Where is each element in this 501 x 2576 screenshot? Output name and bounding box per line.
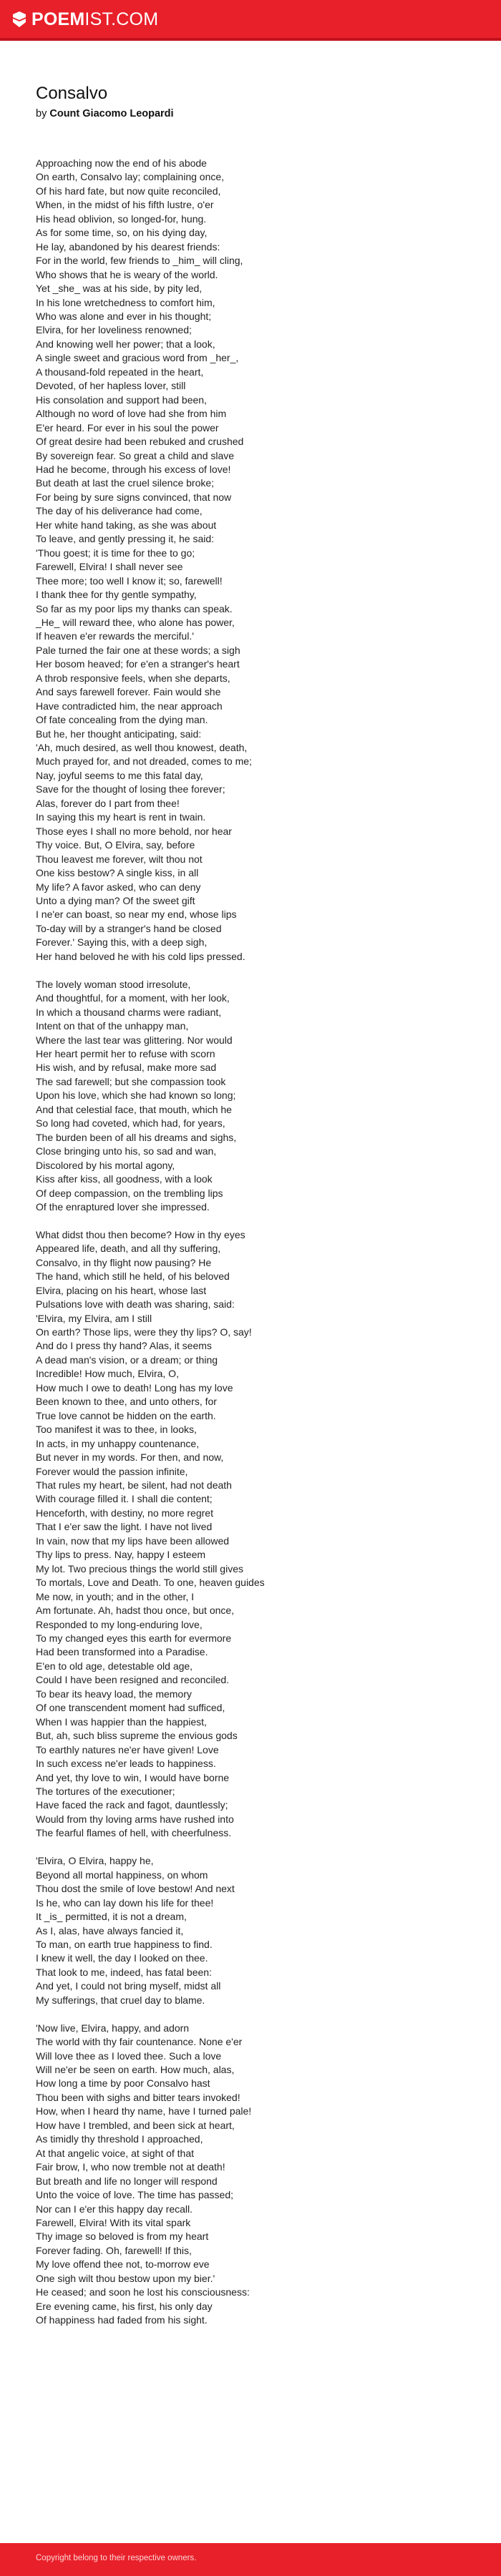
poem-line: Thou leavest me forever, wilt thou not: [36, 853, 203, 865]
poem-line: Forever fading. Oh, farewell! If this,: [36, 2244, 192, 2256]
poem-line: His wish, and by refusal, make more sad: [36, 1062, 217, 1074]
poem-line: My sufferings, that cruel day to blame.: [36, 1994, 205, 2006]
poem-line: Have faced the rack and fagot, dauntlessly;: [36, 1799, 228, 1811]
poem-line: Her white hand taking, as she was about: [36, 519, 217, 531]
poem-line: Of fate concealing from the dying man.: [36, 714, 208, 726]
poem-line: I ne'er can boast, so near my end, whose lips: [36, 909, 237, 921]
poem-line: Responded to my long-enduring love,: [36, 1618, 203, 1630]
poem-line: Had he become, through his excess of love!: [36, 463, 231, 475]
poem-line: To leave, and gently pressing it, he said:: [36, 533, 215, 545]
poem-line: I thank thee for thy gentle sympathy,: [36, 589, 197, 601]
poem-line: But, ah, such bliss supreme the envious gods: [36, 1730, 238, 1742]
poem-line: Forever.' Saying this, with a deep sigh,: [36, 936, 208, 949]
poemist-logo-icon: [10, 10, 29, 29]
poem-line: Of deep compassion, on the trembling lips: [36, 1187, 223, 1199]
poem-line: How have I trembled, and been sick at heart,: [36, 2119, 235, 2131]
poem-line: The lovely woman stood irresolute,: [36, 978, 191, 990]
poem-line: Incredible! How much, Elvira, O,: [36, 1368, 179, 1380]
stanza-break: [36, 964, 465, 977]
poem-line: Forever would the passion infinite,: [36, 1465, 188, 1477]
poem-line: But never in my words. For then, and now,: [36, 1451, 224, 1464]
poem-line: And that celestial face, that mouth, which he: [36, 1103, 232, 1115]
poem-line: Pale turned the fair one at these words; a sigh: [36, 644, 240, 656]
poem-line: In such excess ne'er leads to happiness.: [36, 1758, 216, 1770]
poem-line: He lay, abandoned by his dearest friends:: [36, 240, 220, 253]
poem-line: To bear its heavy load, the memory: [36, 1688, 192, 1700]
poem-line: My life? A favor asked, who can deny: [36, 881, 201, 893]
by-label: by: [36, 108, 47, 119]
poem-line: One sigh wilt thou bestow upon my bier.': [36, 2272, 215, 2284]
poem-line: 'Ah, much desired, as well thou knowest, death,: [36, 742, 248, 754]
poem-line: Farewell, Elvira! I shall never see: [36, 561, 183, 573]
poem-line: Will love thee as I loved thee. Such a love: [36, 2049, 222, 2062]
poem-line: A throb responsive feels, when she departs,: [36, 672, 230, 684]
poem-line: Of the enraptured lover she impressed.: [36, 1200, 210, 1213]
poem-line: 'Thou goest; it is time for thee to go;: [36, 547, 195, 559]
poem-line: But death at last the cruel silence broke;: [36, 477, 215, 489]
poem-line: A single sweet and gracious word from _her_,: [36, 352, 239, 364]
poem-line: The fearful flames of hell, with cheerfulness.: [36, 1827, 232, 1839]
poem-line: Pulsations love with death was sharing, said:: [36, 1298, 235, 1311]
poem-line: The hand, which still he held, of his beloved: [36, 1270, 230, 1283]
poem-line: Of great desire had been rebuked and crushed: [36, 436, 244, 448]
poem-line: By sovereign fear. So great a child and slave: [36, 449, 235, 461]
poem-line: Who shows that he is weary of the world.: [36, 268, 218, 280]
poem-title: Consalvo: [36, 84, 108, 103]
poem-line: And says farewell forever. Fain would she: [36, 686, 221, 698]
poem-line: Of happiness had faded from his sight.: [36, 2314, 208, 2326]
poem-line: Save for the thought of losing thee forever;: [36, 783, 225, 795]
poem-line: Thou dost the smile of love bestow! And next: [36, 1883, 235, 1895]
poem-line: Farewell, Elvira! With its vital spark: [36, 2217, 191, 2228]
poem-line: Had been transformed into a Paradise.: [36, 1646, 208, 1658]
poem-line: In saying this my heart is rent in twain.: [36, 811, 206, 823]
poem-line: Those eyes I shall no more behold, nor hear: [36, 825, 232, 837]
poem-line: Thee more; too well I know it; so, farewell!: [36, 574, 223, 587]
poem-line: To-day will by a stranger's hand be closed: [36, 922, 222, 934]
poem-line: In acts, in my unhappy countenance,: [36, 1437, 200, 1449]
poem-line: As timidly thy threshold I approached,: [36, 2133, 203, 2145]
poem-line: He ceased; and soon he lost his consciousness:: [36, 2286, 250, 2298]
poem-line: Thy image so beloved is from my heart: [36, 2230, 209, 2243]
poem-byline: [36, 108, 174, 119]
poem-line: In his lone wretchedness to comfort him,: [36, 296, 215, 308]
poem-line: My lot. Two precious things the world still gives: [36, 1562, 243, 1575]
poem-line: Where the last tear was glittering. Nor would: [36, 1034, 233, 1046]
poem-line: Her hand beloved he with his cold lips pressed.: [36, 950, 245, 962]
poem-line: Of his hard fate, but now quite reconciled,: [36, 185, 221, 197]
poem-line: 'Elvira, my Elvira, am I still: [36, 1312, 152, 1324]
poem-line: Elvira, placing on his heart, whose last: [36, 1284, 207, 1296]
poem-line: On earth, Consalvo lay; complaining once,: [36, 171, 225, 183]
poem-line: Thou been with sighs and bitter tears invoked!: [36, 2091, 240, 2103]
poem-line: Alas, forever do I part from thee!: [36, 797, 180, 809]
site-logo-text: POEMIST.COM: [31, 9, 159, 29]
poem-line: Thy lips to press. Nay, happy I esteem: [36, 1549, 206, 1561]
poem-line: So long had coveted, which had, for years,: [36, 1117, 225, 1130]
poem-line: Her heart permit her to refuse with scorn: [36, 1047, 215, 1059]
poem-line: Her bosom heaved; for e'en a stranger's heart: [36, 658, 240, 670]
stanza-break: [36, 2007, 465, 2021]
poem-line: As I, alas, have always fancied it,: [36, 1924, 184, 1936]
poem-line: Upon his love, which she had known so long;: [36, 1089, 236, 1102]
poem-line: For in the world, few friends to _him_ will cling,: [36, 255, 243, 267]
poem-line: The tortures of the executioner;: [36, 1785, 175, 1797]
poem-line: And yet, thy love to win, I would have borne: [36, 1771, 230, 1783]
poem-line: Henceforth, with destiny, no more regret: [36, 1507, 213, 1519]
site-header: [0, 0, 501, 41]
poem-line: Beyond all mortal happiness, on whom: [36, 1869, 208, 1881]
poem-line: So far as my poor lips my thanks can speak.: [36, 602, 233, 614]
poem-line: In vain, now that my lips have been allowed: [36, 1534, 230, 1547]
poem-line: Approaching now the end of his abode: [36, 157, 207, 169]
poem-line: His head oblivion, so longed-for, hung.: [36, 212, 207, 225]
poem-line: And thoughtful, for a moment, with her look,: [36, 992, 230, 1004]
poem-line: True love cannot be hidden on the earth.: [36, 1409, 216, 1421]
poem-line: The sad farewell; but she compassion took: [36, 1075, 226, 1087]
poem-line: For being by sure signs convinced, that now: [36, 491, 232, 503]
poem-line: When, in the midst of his fifth lustre, o'er: [36, 199, 214, 211]
poem-line: Intent on that of the unhappy man,: [36, 1020, 189, 1032]
poem-line: Devoted, of her hapless lover, still: [36, 380, 186, 392]
poem-line: In which a thousand charms were radiant,: [36, 1006, 222, 1018]
poem-line: Fair brow, I, who now tremble not at death!: [36, 2161, 225, 2173]
poem-line: And do I press thy hand? Alas, it seems: [36, 1340, 212, 1352]
poem-line: E'en to old age, detestable old age,: [36, 1660, 193, 1672]
poem-line: What didst thou then become? How in thy eyes: [36, 1228, 245, 1240]
poem-line: Much prayed for, and not dreaded, comes to me;: [36, 755, 252, 768]
poem-line: Discolored by his mortal agony,: [36, 1159, 175, 1171]
poem-line: Although no word of love had she from him: [36, 408, 227, 420]
poem-line: To earthly natures ne'er have given! Love: [36, 1743, 219, 1755]
copyright-notice: Copyright belong to their respective owners.: [36, 2554, 197, 2562]
poem-line: On earth? Those lips, were they thy lips? O, say!: [36, 1326, 252, 1338]
poem-line: As for some time, so, on his dying day,: [36, 227, 208, 239]
poem-line: Nor can I e'er this happy day recall.: [36, 2203, 193, 2215]
poem-line: But breath and life no longer will respond: [36, 2175, 218, 2187]
poem-line: With courage filled it. I shall die content;: [36, 1493, 213, 1505]
poem-line: It _is_ permitted, it is not a dream,: [36, 1911, 187, 1923]
poem-line: To my changed eyes this earth for evermore: [36, 1632, 232, 1644]
poem-line: The world with thy fair countenance. None e'er: [36, 2036, 243, 2048]
poem-line: Would from thy loving arms have rushed into: [36, 1813, 234, 1825]
stanza-break: [36, 1841, 465, 1854]
poem-line: That look to me, indeed, has fatal been:: [36, 1966, 212, 1978]
poem-line: I knew it well, the day I looked on thee.: [36, 1952, 208, 1964]
poem-line: That I e'er saw the light. I have not lived: [36, 1521, 213, 1533]
poem-line: A thousand-fold repeated in the heart,: [36, 366, 204, 378]
poem-line: To mortals, Love and Death. To one, heaven guides: [36, 1577, 265, 1589]
poem-line: My love offend thee not, to-morrow eve: [36, 2258, 210, 2271]
poem-line: Appeared life, death, and all thy suffering,: [36, 1243, 221, 1255]
poem-line: Consalvo, in thy flight now pausing? He: [36, 1256, 212, 1268]
poem-line: And yet, I could not bring myself, midst all: [36, 1980, 221, 1992]
poem-line: How, when I heard thy name, have I turned pale!: [36, 2105, 252, 2117]
poem-line: Been known to thee, and unto others, for: [36, 1396, 217, 1408]
site-logo[interactable]: [10, 9, 158, 29]
poem-line: That rules my heart, be silent, had not death: [36, 1479, 232, 1492]
poem-line: Could I have been resigned and reconciled.: [36, 1674, 230, 1686]
poem-line: Yet _she_ was at his side, by pity led,: [36, 283, 203, 295]
poem-line: Have contradicted him, the near approach: [36, 700, 223, 712]
poem-line: The burden been of all his dreams and sighs,: [36, 1131, 237, 1143]
poem-line: Thy voice. But, O Elvira, say, before: [36, 839, 195, 851]
poem-line: Too manifest it was to thee, in looks,: [36, 1424, 197, 1436]
poem-line: And knowing well her power; that a look,: [36, 338, 215, 350]
poem-line: Of one transcendent moment had sufficed,: [36, 1702, 225, 1714]
poem-line: E'er heard. For ever in his soul the power: [36, 421, 219, 434]
poem-line: Elvira, for her loveliness renowned;: [36, 324, 192, 336]
poem-line: His consolation and support had been,: [36, 393, 207, 406]
poem-line: How long a time by poor Consalvo hast: [36, 2077, 210, 2090]
poem-line: The day of his deliverance had come,: [36, 505, 203, 517]
poem-body: [36, 157, 465, 2328]
poem-line: At that angelic voice, at sight of that: [36, 2147, 195, 2159]
poem-line: Nay, joyful seems to me this fatal day,: [36, 769, 203, 781]
poem-line: Close bringing unto his, so sad and wan,: [36, 1145, 217, 1157]
poem-line: Unto a dying man? Of the sweet gift: [36, 895, 195, 907]
poem-line: Will ne'er be seen on earth. How much, alas,: [36, 2064, 235, 2076]
poem-line: Kiss after kiss, all goodness, with a look: [36, 1173, 213, 1185]
poem-line: Me now, in youth; and in the other, I: [36, 1590, 195, 1602]
poem-line: When I was happier than the happiest,: [36, 1715, 207, 1728]
poem-line: 'Now live, Elvira, happy, and adorn: [36, 2022, 190, 2034]
poem-line: Is he, who can lay down his life for thee!: [36, 1896, 214, 1909]
poem-line: Unto the voice of love. The time has passed;: [36, 2189, 234, 2201]
poem-line: How much I owe to death! Long has my love: [36, 1381, 233, 1394]
stanza-break: [36, 1214, 465, 1228]
site-footer: [0, 2543, 501, 2576]
poem-line: Am fortunate. Ah, hadst thou once, but once,: [36, 1605, 235, 1617]
poem-line: Ere evening came, his first, his only day: [36, 2300, 213, 2312]
author-link[interactable]: Count Giacomo Leopardi: [49, 108, 174, 119]
poem-line: 'Elvira, O Elvira, happy he,: [36, 1855, 154, 1867]
poem-line: To man, on earth true happiness to find.: [36, 1938, 213, 1950]
poem-line: A dead man's vision, or a dream; or thing: [36, 1353, 218, 1366]
poem-line: Who was alone and ever in his thought;: [36, 310, 212, 322]
poem-line: If heaven e'er rewards the merciful.': [36, 630, 194, 642]
poem-line: _He_ will reward thee, who alone has power,: [36, 616, 235, 628]
poem-line: One kiss bestow? A single kiss, in all: [36, 867, 199, 879]
poem-line: But he, her thought anticipating, said:: [36, 728, 202, 740]
